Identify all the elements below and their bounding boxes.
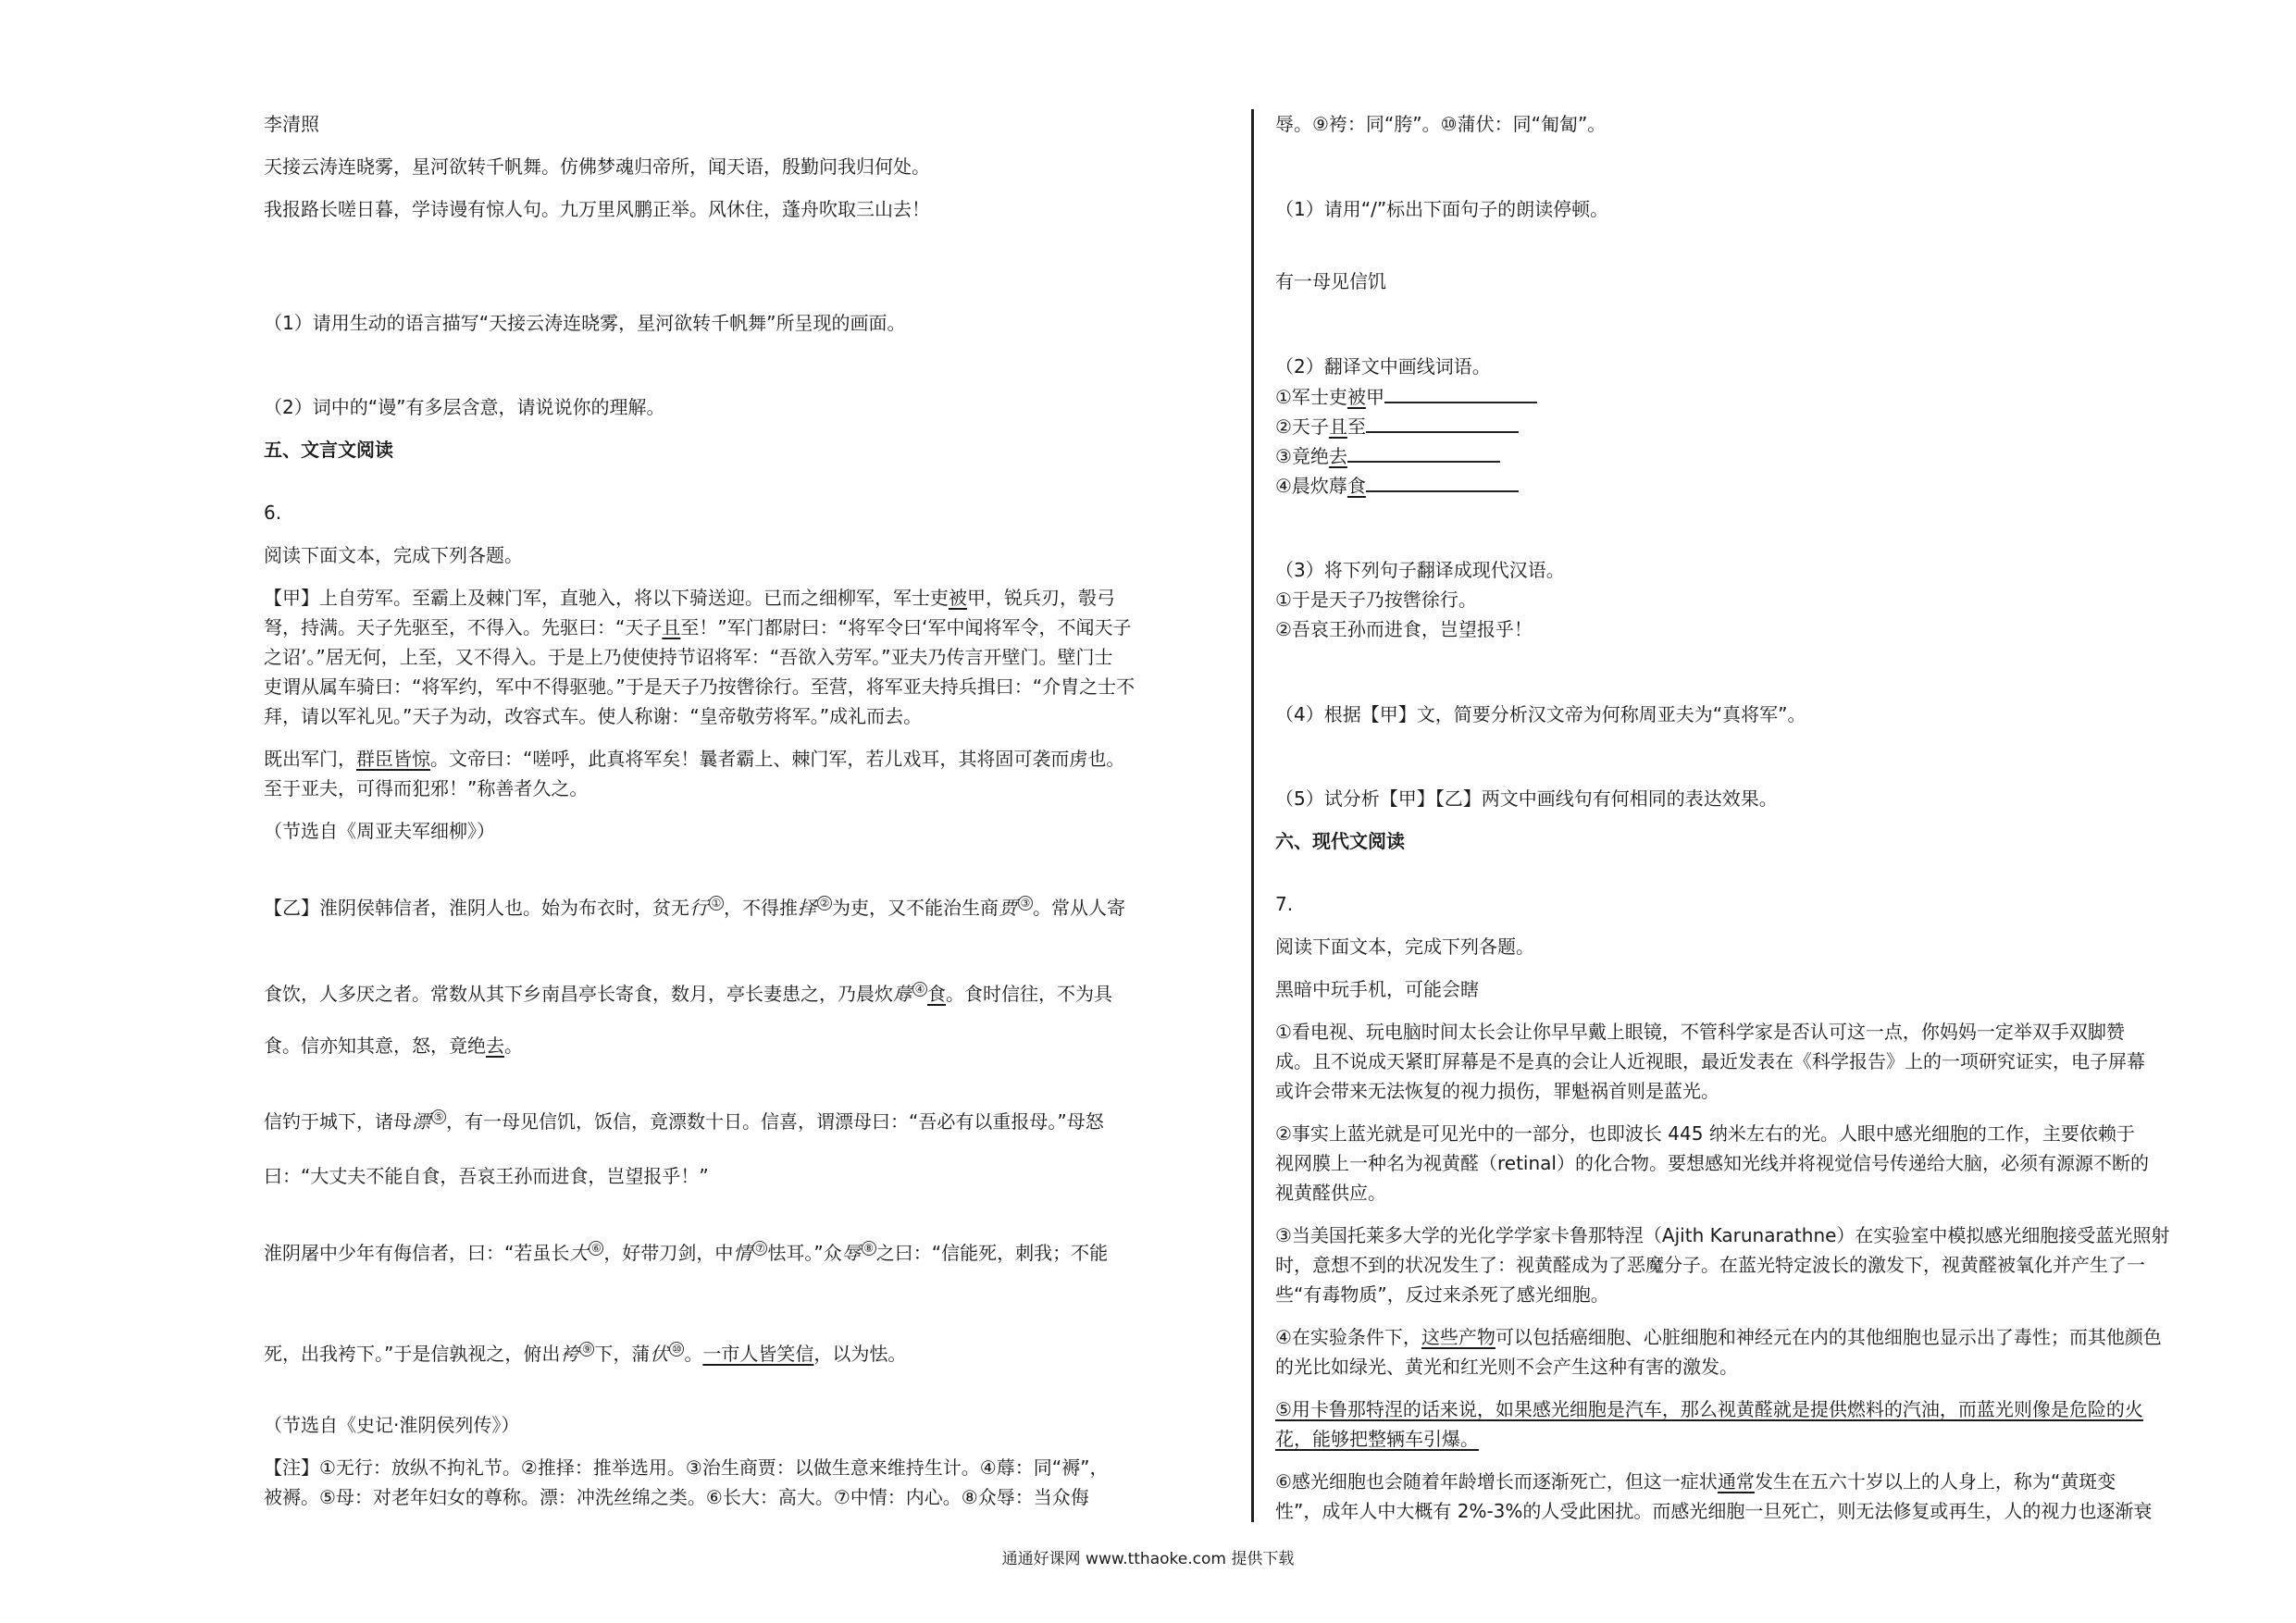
passage-jia-line-5: 拜，请以军礼见。”天子为动，改容式车。使人称谢：“皇帝敬劳将军。”成礼而去。: [264, 705, 923, 727]
translate-sentence-1: ①于是天子乃按辔徐行。: [1275, 588, 1477, 611]
paragraph-4-line-2: 的光比如绿光、黄光和红光则不会产生这种有害的激发。: [1275, 1356, 1738, 1378]
answer-blank[interactable]: [1366, 411, 1519, 433]
paragraph-3-line-1: ③当美国托莱多大学的光化学学家卡鲁那特涅（Ajith Karunarathne）在实验室中模拟感光细胞接受蓝光照射: [1275, 1224, 2170, 1246]
passage-jia-line-6: 既出军门，群臣皆惊。文帝曰：“嗟呼，此真将军矣！曩者霸上、棘门军，若儿戏耳，其将固可袭而虏也。: [264, 748, 1125, 770]
source-jia: （节选自《周亚夫军细柳》）: [264, 820, 495, 842]
paragraph-6-line-1: ⑥感光细胞也会随着年龄增长而逐渐死亡，但这一症状通常发生在五六十岁以上的人身上，称为“黄斑变: [1275, 1470, 2116, 1493]
question-6-2: （2）翻译文中画线词语。: [1275, 355, 1491, 378]
translate-item-1: ①军士吏被甲: [1275, 381, 1537, 412]
paragraph-3-line-2: 时，意想不到的状况发生了：视黄醛成为了恶魔分子。在蓝光特定波长的激发下，视黄醛被氧化并产生了一: [1275, 1254, 2145, 1276]
paragraph-6-line-2: 性”，成年人中大概有 2%-3%的人受此困扰。而感光细胞一旦死亡，则无法修复或再生，人的视力也逐渐衰: [1275, 1500, 2153, 1522]
question-5-2: （2）词中的“谩”有多层含意，请说说你的理解。: [264, 396, 665, 418]
question-number-6: 6.: [264, 502, 282, 524]
passage-jia-line-7: 至于亚夫，可得而犯邪！”称善者久之。: [264, 777, 589, 799]
intro-6: 阅读下面文本，完成下列各题。: [264, 544, 523, 566]
poem-line-2: 我报路长嗟日暮，学诗谩有惊人句。九万里风鹏正举。风休住，蓬舟吹取三山去！: [264, 198, 930, 220]
answer-blank[interactable]: [1384, 381, 1537, 403]
question-6-1-sentence: 有一母见信饥: [1275, 270, 1386, 292]
question-number-7: 7.: [1275, 893, 1294, 915]
question-6-3: （3）将下列句子翻译成现代汉语。: [1275, 559, 1565, 581]
poem-line-1: 天接云涛连晓雾，星河欲转千帆舞。仿佛梦魂归帝所，闻天语，殷勤问我归何处。: [264, 155, 930, 178]
answer-blank[interactable]: [1347, 440, 1500, 463]
passage-jia-line-2: 弩，持满。天子先驱至，不得入。先驱曰：“天子且至！”军门都尉曰：“将军令曰‘军中闻将军令，不闻天子: [264, 616, 1132, 638]
passage-yi-line-1: 【乙】淮阴侯韩信者，淮阴人也。始为布衣时，贫无行 ① ，不得推择 ② 为吏，又不能治生商贾 ③ 。常从人寄: [264, 897, 1125, 919]
translate-item-4: ④晨炊蓐食: [1275, 470, 1519, 501]
question-6-5: （5）试分析【甲】【乙】两文中画线句有何相同的表达效果。: [1275, 787, 1778, 810]
note-line-2: 被褥。⑤母：对老年妇女的尊称。漂：冲洗丝绵之类。⑥长大：高大。⑦中情：内心。⑧众辱：当众侮: [264, 1486, 1089, 1508]
paragraph-5-line-2: 花，能够把整辆车引爆。: [1275, 1428, 1479, 1450]
translate-sentence-2: ②吾哀王孙而进食，岂望报乎！: [1275, 618, 1533, 640]
article-title: 黑暗中玩手机，可能会瞎: [1275, 978, 1479, 1000]
section-heading-5: 五、文言文阅读: [264, 439, 393, 461]
paragraph-4-line-1: ④在实验条件下，这些产物可以包括癌细胞、心脏细胞和神经元在内的其他细胞也显示出了毒性；而其他颜色: [1275, 1326, 2162, 1348]
passage-jia-line-3: 之诏’。”居无何，上至，又不得入。于是上乃使使持节诏将军：“吾欲入劳军。”亚夫乃传言开壁门。壁门士: [264, 646, 1113, 668]
passage-yi-line-4: 信钓于城下，诸母漂 ⑤ ，有一母见信饥，饭信，竟漂数十日。信喜，谓漂母曰：“吾必有以重报母。”母怒: [264, 1110, 1104, 1133]
paragraph-3-line-3: 些“有毒物质”，反过来杀死了感光细胞。: [1275, 1283, 1609, 1306]
translate-item-2: ②天子且至: [1275, 411, 1519, 441]
answer-blank[interactable]: [1366, 470, 1519, 492]
passage-yi-line-5: 曰：“大丈夫不能自食，吾哀王孙而进食，岂望报乎！”: [264, 1165, 709, 1187]
paragraph-1-line-2: 成。且不说成天紧盯屏幕是不是真的会让人近视眼，最近发表在《科学报告》上的一项研究证实，电子屏幕: [1275, 1050, 2145, 1072]
paragraph-2-line-1: ②事实上蓝光就是可见光中的一部分，也即波长 445 纳米左右的光。人眼中感光细胞的工作，主要依赖于: [1275, 1122, 2135, 1145]
question-6-4: （4）根据【甲】文，简要分析汉文帝为何称周亚夫为“真将军”。: [1275, 703, 1806, 725]
question-6-1: （1）请用“/”标出下面句子的朗读停顿。: [1275, 198, 1609, 220]
note-line-3: 辱。⑨袴：同“胯”。⑩蒲伏：同“匍匐”。: [1275, 113, 1607, 135]
passage-yi-line-6: 淮阴屠中少年有侮信者，曰：“若虽长大 ⑥ ，好带刀剑，中情 ⑦ 怯耳。”众辱 ⑧ 之曰：“信能死，刺我；不能: [264, 1242, 1109, 1264]
source-yi: （节选自《史记·淮阴侯列传》）: [264, 1414, 520, 1436]
passage-yi-line-2: 食饮，人多厌之者。常数从其下乡南昌亭长寄食，数月，亭长妻患之，乃晨炊蓐 ④ 食。食时信往，不为具: [264, 983, 1112, 1005]
page-footer: 通通好课网 www.tthaoke.com 提供下载: [1001, 1550, 1295, 1568]
question-5-1: （1）请用生动的语言描写“天接云涛连晓雾，星河欲转千帆舞”所呈现的画面。: [264, 312, 906, 334]
paragraph-2-line-3: 视黄醛供应。: [1275, 1182, 1386, 1204]
passage-yi-line-7: 死，出我袴下。”于是信孰视之，俯出袴 ⑨ 下，蒲伏 ⑩ 。一市人皆笑信，以为怯。: [264, 1343, 907, 1365]
passage-jia-line-4: 吏谓从属车骑曰：“将军约，军中不得驱驰。”于是天子乃按辔徐行。至营，将军亚夫持兵揖曰：“介胄之士不: [264, 675, 1136, 698]
intro-7: 阅读下面文本，完成下列各题。: [1275, 935, 1534, 958]
column-divider: [1251, 109, 1254, 1522]
note-line-1: 【注】①无行：放纵不拘礼节。②推择：推举选用。③治生商贾：以做生意来维持生计。④蓐：同“褥”，: [264, 1456, 1109, 1479]
passage-yi-line-3: 食。信亦知其意，怒，竟绝去。: [264, 1035, 523, 1057]
paragraph-5-line-1: ⑤用卡鲁那特涅的话来说，如果感光细胞是汽车，那么视黄醛就是提供燃料的汽油，而蓝光则像是危险的火: [1275, 1398, 2143, 1420]
passage-jia-line-1: 【甲】上自劳军。至霸上及棘门军，直驰入，将以下骑送迎。已而之细柳军，军士吏被甲，锐兵刃，彀弓: [264, 587, 1115, 609]
paragraph-1-line-1: ①看电视、玩电脑时间太长会让你早早戴上眼镜，不管科学家是否认可这一点，你妈妈一定举双手双脚赞: [1275, 1021, 2125, 1043]
poem-author: 李清照: [264, 113, 319, 135]
section-heading-6: 六、现代文阅读: [1275, 830, 1405, 852]
paragraph-2-line-2: 视网膜上一种名为视黄醛（retinal）的化合物。要想感知光线并将视觉信号传递给大脑，必须有源源不断的: [1275, 1152, 2149, 1174]
paragraph-1-line-3: 或许会带来无法恢复的视力损伤，罪魁祸首则是蓝光。: [1275, 1080, 1719, 1102]
translate-item-3: ③竟绝去: [1275, 440, 1500, 471]
